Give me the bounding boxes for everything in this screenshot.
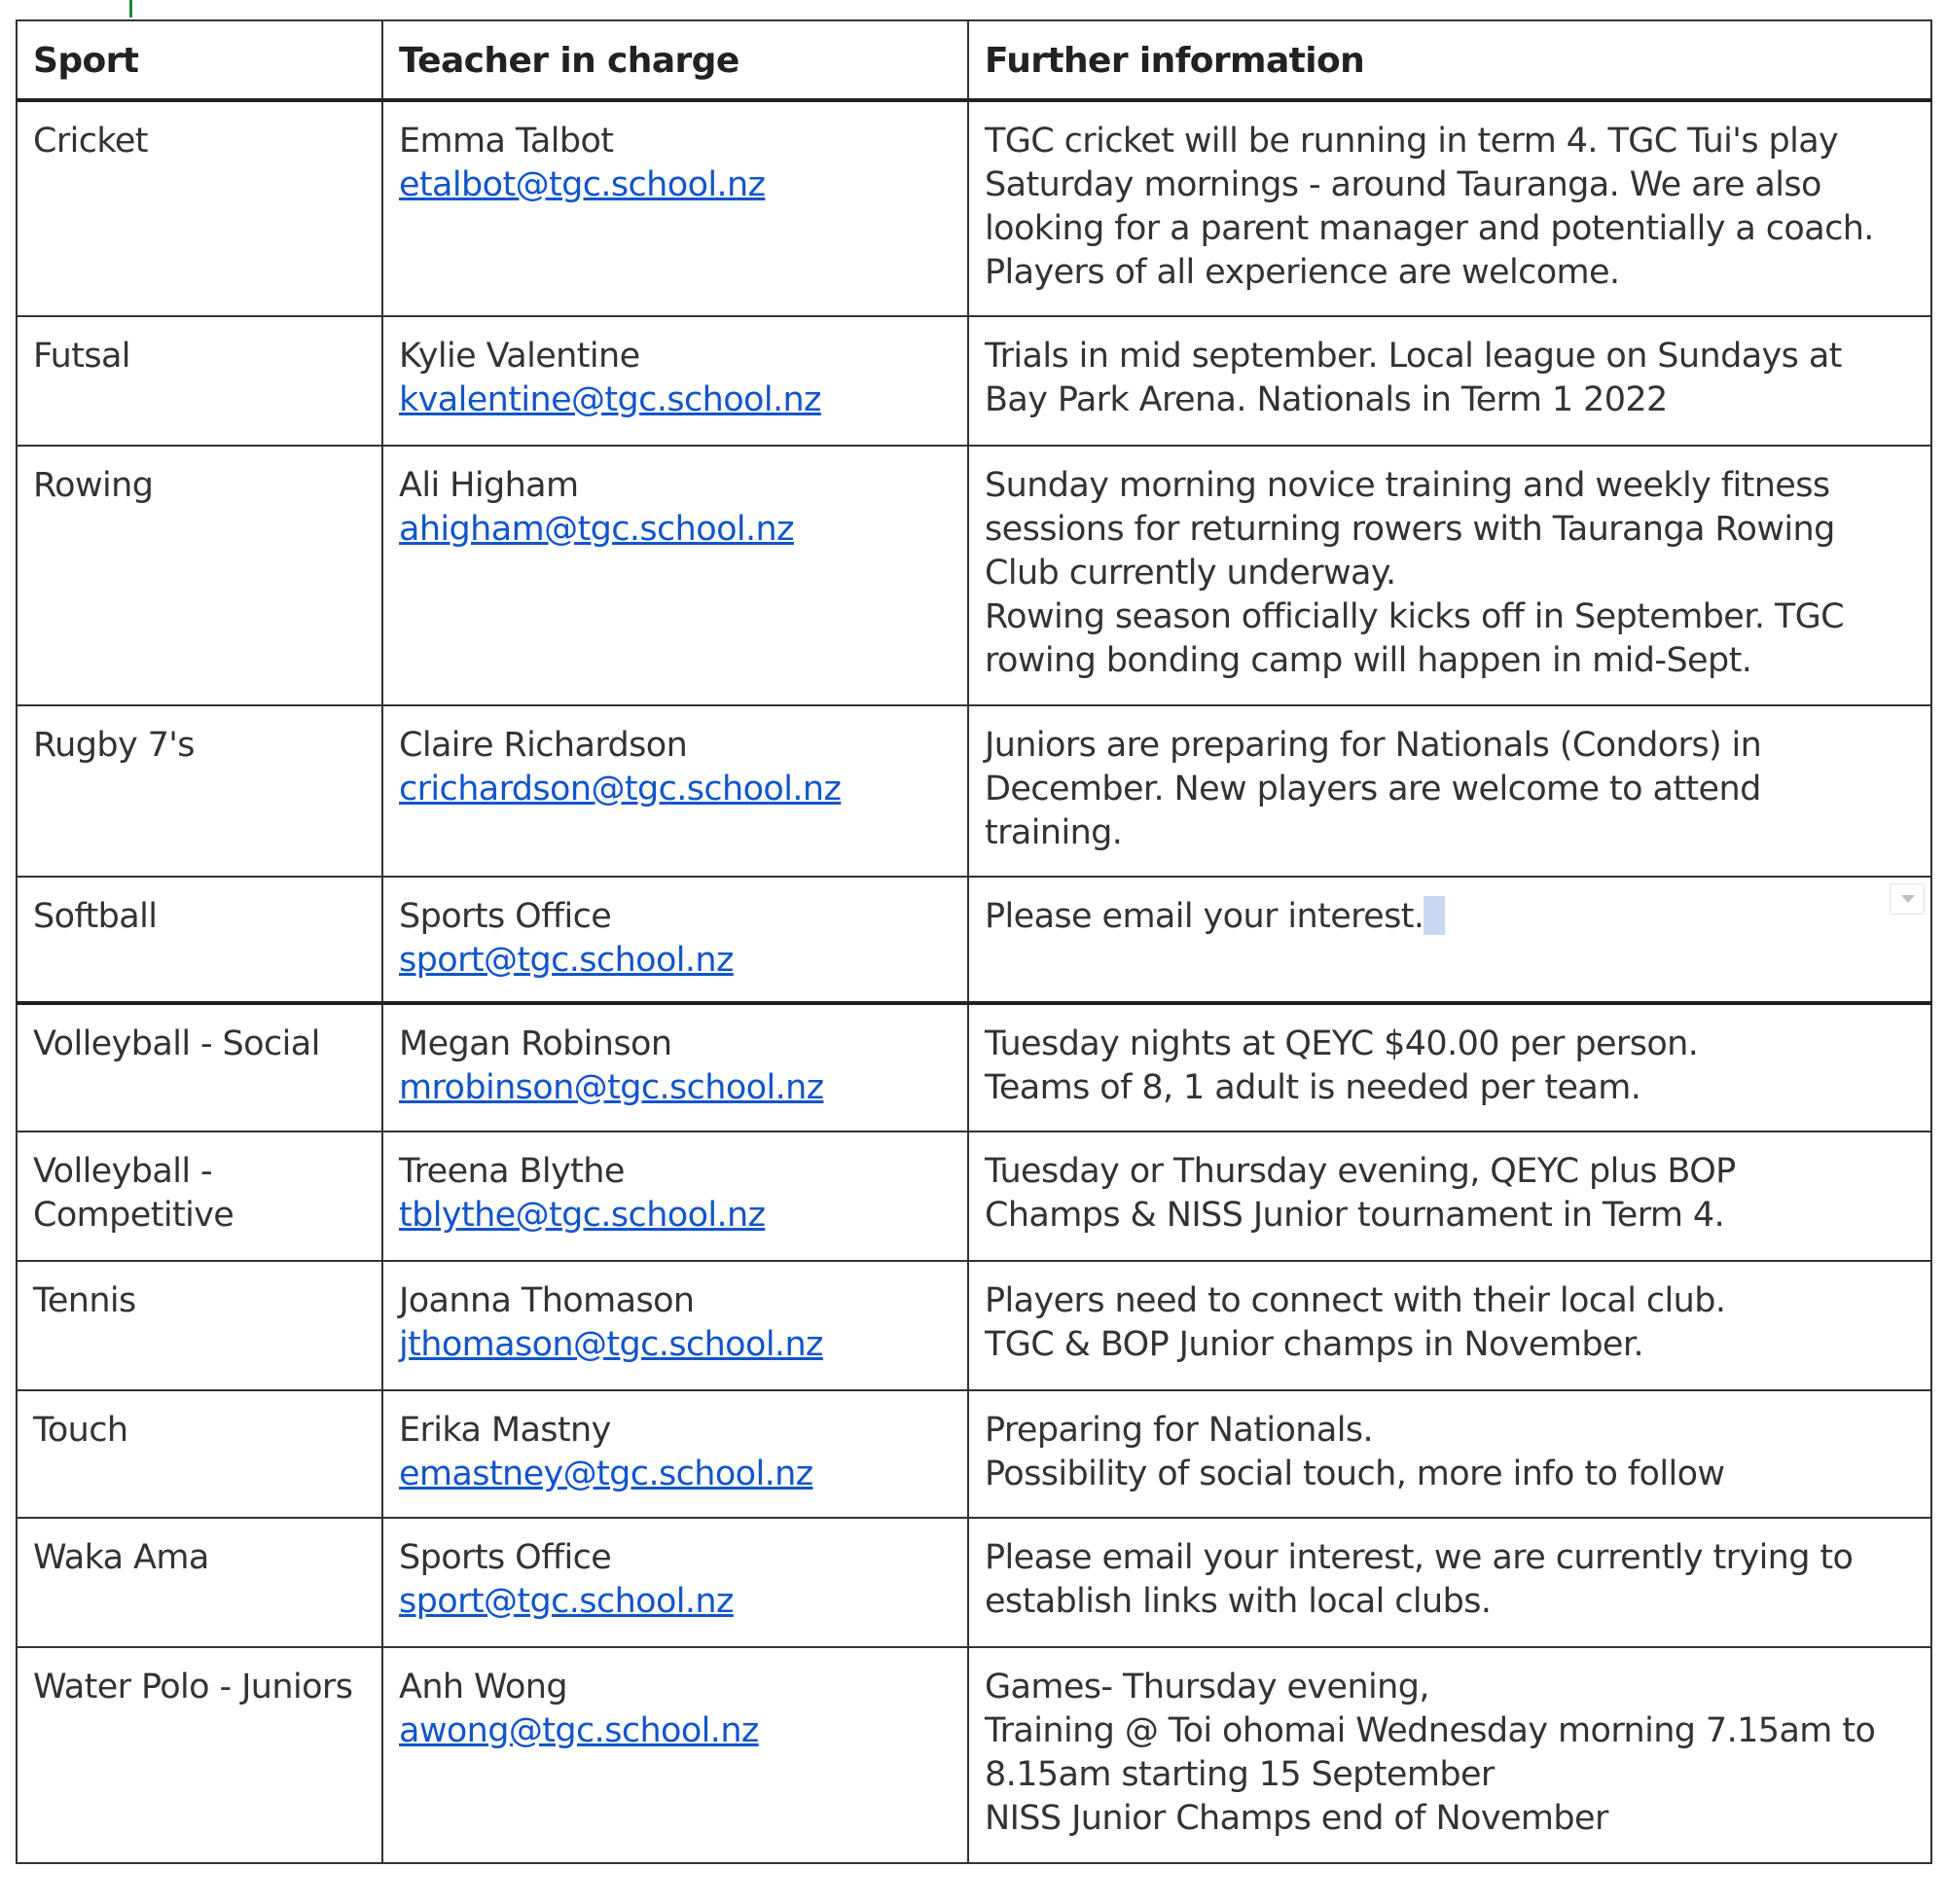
info-line: Preparing for Nationals. <box>985 1411 1374 1450</box>
teacher-email-link[interactable]: crichardson@tgc.school.nz <box>399 770 842 808</box>
teacher-cell[interactable] <box>382 705 968 877</box>
info-line: NISS Junior Champs end of November <box>985 1799 1608 1838</box>
table-row <box>17 1647 1931 1863</box>
info-line: December. New players are welcome to attend <box>985 770 1761 808</box>
info-line: Players need to connect with their local club. <box>985 1281 1726 1320</box>
info-line: Club currently underway. <box>985 554 1396 593</box>
info-cell[interactable] <box>968 1261 1931 1390</box>
sport-cell[interactable]: Tennis <box>17 1261 382 1390</box>
info-cell[interactable] <box>968 316 1931 446</box>
info-line: Tuesday or Thursday evening, QEYC plus BOP <box>985 1152 1736 1191</box>
info-line: looking for a parent manager and potentially a coach. <box>985 209 1874 248</box>
text-cursor-marker <box>129 0 132 18</box>
teacher-name: Sports Office <box>399 1538 612 1577</box>
info-line: TGC cricket will be running in term 4. TGC Tui's play <box>985 122 1839 161</box>
sport-cell[interactable]: Rowing <box>17 446 382 705</box>
teacher-email-link[interactable]: tblythe@tgc.school.nz <box>399 1196 766 1235</box>
table-row <box>17 1518 1931 1647</box>
text-selection-highlight <box>1423 896 1445 935</box>
table-row <box>17 446 1931 705</box>
table-row <box>17 1390 1931 1518</box>
teacher-name: Anh Wong <box>399 1668 568 1706</box>
sport-cell[interactable]: Futsal <box>17 316 382 446</box>
teacher-name: Megan Robinson <box>399 1024 672 1063</box>
teacher-cell[interactable] <box>382 1132 968 1261</box>
sport-cell[interactable]: Rugby 7's <box>17 705 382 877</box>
teacher-cell[interactable] <box>382 1518 968 1647</box>
chevron-down-icon[interactable] <box>1890 883 1925 915</box>
sports-table <box>16 19 1932 1864</box>
sport-cell[interactable]: Volleyball - Social <box>17 1003 382 1132</box>
info-line: 8.15am starting 15 September <box>985 1755 1495 1794</box>
table-row <box>17 877 1931 1003</box>
sport-cell[interactable]: Cricket <box>17 100 382 316</box>
table-row <box>17 1132 1931 1261</box>
info-line: Please email your interest. <box>985 897 1424 936</box>
table-row <box>17 1261 1931 1390</box>
table-row <box>17 705 1931 877</box>
info-line: Saturday mornings - around Tauranga. We are also <box>985 165 1821 204</box>
info-line: Juniors are preparing for Nationals (Condors) in <box>985 726 1762 765</box>
sport-cell[interactable]: Softball <box>17 877 382 1003</box>
info-line: rowing bonding camp will happen in mid-Sept. <box>985 641 1752 680</box>
info-line: Games- Thursday evening, <box>985 1668 1429 1706</box>
teacher-email-link[interactable]: etalbot@tgc.school.nz <box>399 165 766 204</box>
teacher-cell[interactable] <box>382 100 968 316</box>
table-row <box>17 316 1931 446</box>
teacher-cell[interactable] <box>382 316 968 446</box>
teacher-email-link[interactable]: mrobinson@tgc.school.nz <box>399 1068 824 1107</box>
info-cell[interactable] <box>968 1647 1931 1863</box>
teacher-email-link[interactable]: awong@tgc.school.nz <box>399 1711 759 1750</box>
table-row <box>17 100 1931 316</box>
teacher-cell[interactable] <box>382 1261 968 1390</box>
info-line: TGC & BOP Junior champs in November. <box>985 1325 1643 1364</box>
teacher-name: Claire Richardson <box>399 726 688 765</box>
info-cell[interactable] <box>968 705 1931 877</box>
info-cell[interactable] <box>968 1003 1931 1132</box>
info-line: Champs & NISS Junior tournament in Term 4. <box>985 1196 1725 1235</box>
teacher-cell[interactable] <box>382 877 968 1003</box>
sport-cell[interactable]: Waka Ama <box>17 1518 382 1647</box>
teacher-cell[interactable] <box>382 446 968 705</box>
info-cell[interactable] <box>968 100 1931 316</box>
teacher-name: Ali Higham <box>399 466 579 505</box>
teacher-cell[interactable] <box>382 1003 968 1132</box>
info-cell[interactable] <box>968 877 1931 1003</box>
header-row <box>17 20 1931 100</box>
teacher-cell[interactable] <box>382 1647 968 1863</box>
teacher-email-link[interactable]: sport@tgc.school.nz <box>399 941 734 980</box>
info-cell[interactable] <box>968 446 1931 705</box>
header-sport: Sport <box>17 20 382 100</box>
info-line: Please email your interest, we are currently trying to <box>985 1538 1854 1577</box>
sport-cell[interactable]: Volleyball - Competitive <box>17 1132 382 1261</box>
info-line: Training @ Toi ohomai Wednesday morning 7.15am to <box>985 1711 1876 1750</box>
table-row <box>17 1003 1931 1132</box>
info-line: Bay Park Arena. Nationals in Term 1 2022 <box>985 380 1668 419</box>
sport-cell[interactable]: Touch <box>17 1390 382 1518</box>
teacher-name: Erika Mastny <box>399 1411 611 1450</box>
info-line: training. <box>985 813 1123 852</box>
sport-cell[interactable]: Water Polo - Juniors <box>17 1647 382 1863</box>
teacher-email-link[interactable]: kvalentine@tgc.school.nz <box>399 380 821 419</box>
teacher-email-link[interactable]: sport@tgc.school.nz <box>399 1582 734 1621</box>
teacher-name: Emma Talbot <box>399 122 614 161</box>
teacher-email-link[interactable]: jthomason@tgc.school.nz <box>399 1325 823 1364</box>
info-line: Trials in mid september. Local league on Sundays at <box>985 337 1842 376</box>
info-line: Teams of 8, 1 adult is needed per team. <box>985 1068 1641 1107</box>
info-cell[interactable] <box>968 1518 1931 1647</box>
teacher-name: Sports Office <box>399 897 612 936</box>
header-info: Further information <box>968 20 1931 100</box>
info-line: Rowing season officially kicks off in September. TGC <box>985 597 1845 636</box>
teacher-cell[interactable] <box>382 1390 968 1518</box>
info-cell[interactable] <box>968 1132 1931 1261</box>
info-line: Possibility of social touch, more info to follow <box>985 1455 1725 1493</box>
info-line: sessions for returning rowers with Tauranga Rowing <box>985 510 1835 549</box>
info-line: establish links with local clubs. <box>985 1582 1492 1621</box>
teacher-name: Joanna Thomason <box>399 1281 695 1320</box>
teacher-email-link[interactable]: ahigham@tgc.school.nz <box>399 510 794 549</box>
teacher-email-link[interactable]: emastney@tgc.school.nz <box>399 1455 813 1493</box>
info-cell[interactable] <box>968 1390 1931 1518</box>
teacher-name: Kylie Valentine <box>399 337 640 376</box>
header-teacher: Teacher in charge <box>382 20 968 100</box>
teacher-name: Treena Blythe <box>399 1152 625 1191</box>
info-line: Tuesday nights at QEYC $40.00 per person. <box>985 1024 1699 1063</box>
info-line: Players of all experience are welcome. <box>985 253 1620 292</box>
info-line: Sunday morning novice training and weekly fitness <box>985 466 1830 505</box>
